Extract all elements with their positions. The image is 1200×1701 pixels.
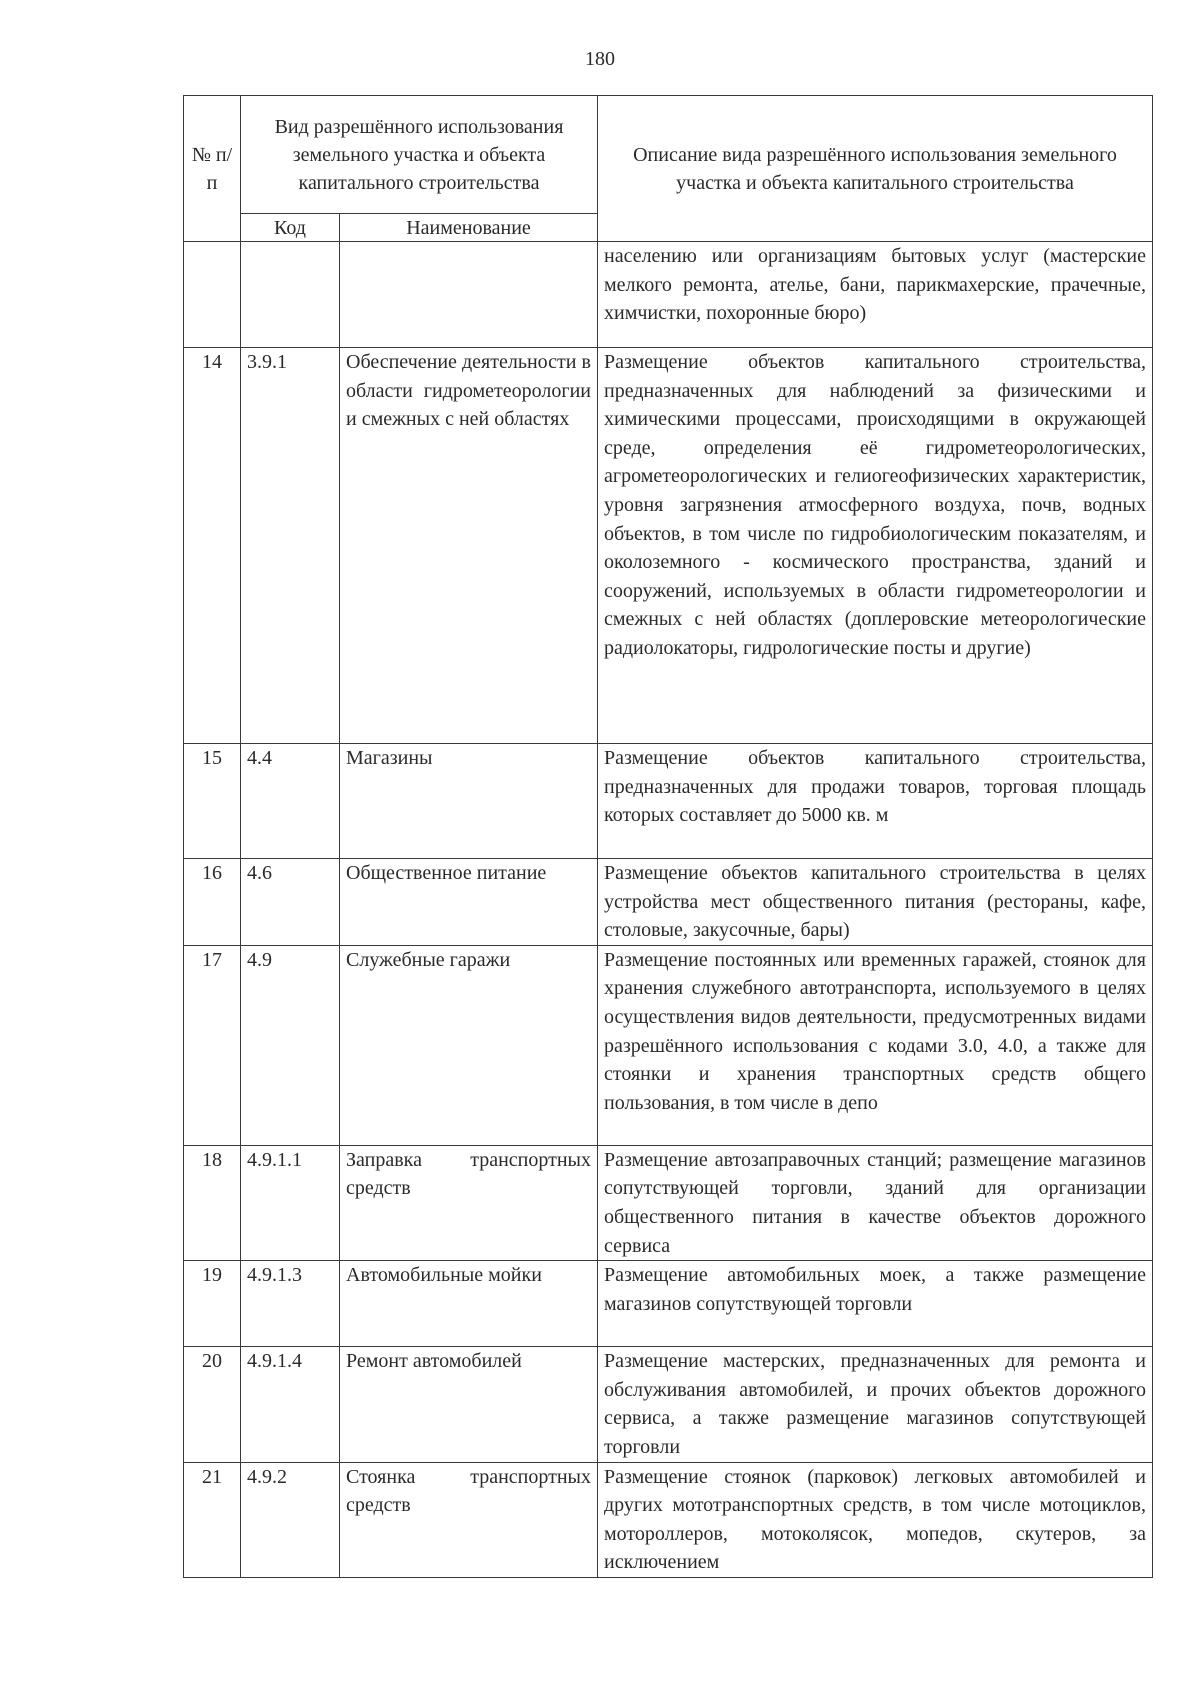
row-name: Служебные гаражи (340, 945, 598, 1145)
row-desc: Размещение постоянных или временных гаражей, стоянок для хранения служебного автотранспорта, используемого в целях осуществления видов деятельности, предусмотренных видами разрешённого использования с кодами 3.0, 4.0, а также для стоянки и хранения транспортных средств общего пользования, в том числе в депо (598, 945, 1153, 1145)
row-code: 4.9.1.4 (241, 1347, 340, 1462)
row-desc: Размещение объектов капитального строительства, предназначенных для продажи товаров, торговая площадь которых составляет до 5000 кв. м (598, 744, 1153, 859)
header-name: Наименование (340, 214, 598, 242)
row-code: 4.9.2 (241, 1462, 340, 1577)
header-group: Вид разрешённого использования земельного участка и объекта капитального строительства (241, 96, 598, 214)
row-code: 4.6 (241, 859, 340, 946)
row-num: 19 (184, 1261, 241, 1347)
row-name: Магазины (340, 744, 598, 859)
row-name: Ремонт автомобилей (340, 1347, 598, 1462)
row-num: 21 (184, 1462, 241, 1577)
row-num: 20 (184, 1347, 241, 1462)
land-use-table (183, 95, 1153, 1578)
row-code: 4.9.1.1 (241, 1145, 340, 1260)
row-code: 4.9.1.3 (241, 1261, 340, 1347)
row-num: 15 (184, 744, 241, 859)
row-code: 3.9.1 (241, 348, 340, 744)
row-desc: Размещение автозаправочных станций; размещение магазинов сопутствующей торговли, зданий для организации общественного питания в качестве объектов дорожного сервиса (598, 1145, 1153, 1260)
row-num (184, 242, 241, 348)
header-desc: Описание вида разрешённого использования земельного участка и объекта капитального строительства (598, 96, 1153, 242)
row-desc: Размещение мастерских, предназначенных для ремонта и обслуживания автомобилей, и прочих объектов дорожного сервиса, а также размещение магазинов сопутствующей торговли (598, 1347, 1153, 1462)
row-desc: Размещение стоянок (парковок) легковых автомобилей и других мототранспортных средств, в том числе мотоциклов, мотороллеров, мотоколясок, мопедов, скутеров, за исключением (598, 1462, 1153, 1577)
row-name: Автомобильные мойки (340, 1261, 598, 1347)
row-desc: Размещение автомобильных моек, а также размещение магазинов сопутствующей торговли (598, 1261, 1153, 1347)
row-code: 4.9 (241, 945, 340, 1145)
table-row (184, 1261, 1153, 1347)
row-name: Общественное питание (340, 859, 598, 946)
table-row (184, 744, 1153, 859)
row-name: Заправка транспортных средств (340, 1145, 598, 1260)
page-number: 180 (585, 48, 615, 70)
header-num: № п/п (184, 96, 241, 242)
table-row (184, 1462, 1153, 1577)
row-name (340, 242, 598, 348)
table-row (184, 945, 1153, 1145)
table-row (184, 1145, 1153, 1260)
row-num: 17 (184, 945, 241, 1145)
row-name: Стоянка транспортных средств (340, 1462, 598, 1577)
table-row (184, 348, 1153, 744)
table-row (184, 242, 1153, 348)
header-code: Код (241, 214, 340, 242)
row-num: 16 (184, 859, 241, 946)
row-num: 14 (184, 348, 241, 744)
row-desc: Размещение объектов капитального строительства, предназначенных для наблюдений за физическими и химическими процессами, происходящими в окружающей среде, определения её гидрометеорологических, агрометеорологических и гелиогеофизических характеристик, уровня загрязнения атмосферного воздуха, почв, водных объектов, в том числе по гидробиологическим показателям, и околоземного - космического пространства, зданий и сооружений, используемых в области гидрометеорологии и смежных с ней областях (доплеровские метеорологические радиолокаторы, гидрологические посты и другие) (598, 348, 1153, 744)
table-row (184, 859, 1153, 946)
row-num: 18 (184, 1145, 241, 1260)
row-desc: населению или организациям бытовых услуг (мастерские мелкого ремонта, ателье, бани, парикмахерские, прачечные, химчистки, похоронные бюро) (598, 242, 1153, 348)
row-code: 4.4 (241, 744, 340, 859)
row-name: Обеспечение деятельности в области гидрометеорологии и смежных с ней областях (340, 348, 598, 744)
row-desc: Размещение объектов капитального строительства в целях устройства мест общественного питания (рестораны, кафе, столовые, закусочные, бары) (598, 859, 1153, 946)
row-code (241, 242, 340, 348)
table-row (184, 1347, 1153, 1462)
